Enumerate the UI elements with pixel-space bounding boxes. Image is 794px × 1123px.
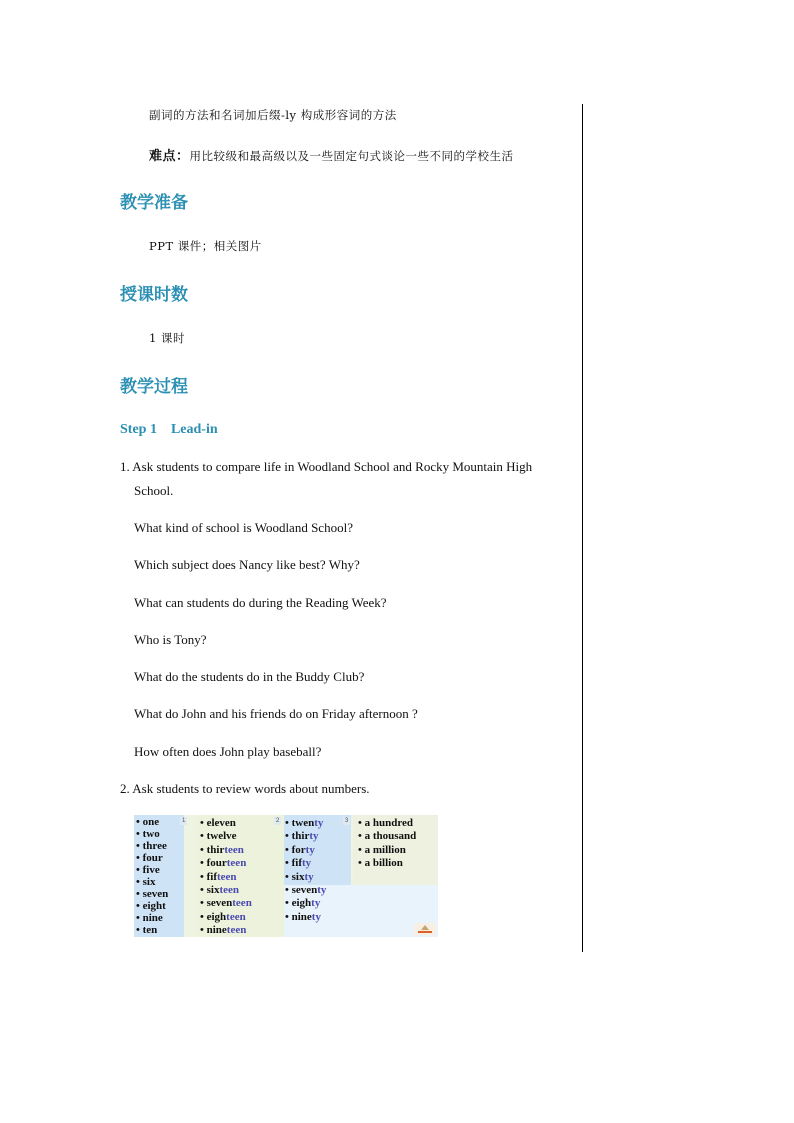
number-words-image — [134, 815, 438, 937]
class-hours-text: 1 课时 — [149, 331, 185, 345]
tens-word — [285, 871, 314, 883]
ones-word: • two — [136, 828, 160, 840]
tens-word — [285, 857, 311, 869]
tens-suffix: ty — [314, 817, 324, 829]
table-border-line — [582, 104, 583, 952]
ones-word: • nine — [136, 912, 163, 924]
tens-stem: • six — [285, 870, 305, 883]
tens-suffix: ty — [309, 830, 319, 843]
teens-suffix: teen — [226, 910, 246, 923]
difficult-text: 用比较级和最高级以及一些固定句式谈论一些不同的学校生活 — [189, 149, 514, 163]
teens-suffix: teen — [226, 857, 247, 870]
teens-suffix: teen — [226, 924, 247, 937]
objective-line: 副词的方法和名词加后缀-ly 构成形容词的方法 — [149, 108, 397, 122]
tens-suffix: ty — [311, 910, 321, 923]
teens-word — [200, 884, 239, 896]
tens-stem: • twen — [285, 817, 315, 829]
badge-1: 1 — [182, 818, 186, 824]
teens-word — [200, 817, 236, 829]
teens-word — [200, 844, 244, 856]
question-6: What do John and his friends do on Friday afternoon ? — [134, 706, 418, 721]
tens-stem: • for — [285, 843, 306, 856]
question-7: How often does John play baseball? — [134, 744, 322, 759]
ones-word: • three — [136, 840, 167, 852]
tens-suffix: ty — [317, 884, 327, 896]
teens-word — [200, 871, 237, 883]
badge-3: 3 — [345, 818, 349, 824]
question-2: Which subject does Nancy like best? Why? — [134, 557, 360, 572]
heading-teaching-process: 教学过程 — [120, 377, 188, 397]
tens-suffix: ty — [301, 857, 312, 870]
difficult-label: 难点： — [149, 149, 190, 164]
teens-stem: • nine — [200, 924, 227, 937]
step1-title: Step 1 Lead-in — [120, 422, 218, 437]
question-5: What do the students do in the Buddy Club? — [134, 669, 365, 684]
tens-word — [285, 897, 320, 909]
tens-word — [285, 911, 321, 923]
question-4: Who is Tony? — [134, 632, 207, 647]
large-word: • a billion — [358, 857, 403, 870]
ones-word: • six — [136, 876, 156, 888]
large-word: • a million — [358, 843, 406, 856]
teens-stem: • six — [200, 884, 220, 896]
teens-suffix: teen — [232, 897, 252, 910]
tens-stem: • eigh — [285, 897, 312, 910]
teens-stem: • twelve — [200, 830, 237, 843]
teens-suffix: teen — [219, 884, 239, 896]
tens-stem: • seven — [285, 884, 318, 896]
publisher-logo-icon — [414, 923, 436, 935]
item2-line: 2. Ask students to review words about numbers. — [120, 781, 370, 796]
teens-suffix: teen — [224, 843, 244, 856]
tens-suffix: ty — [311, 897, 321, 910]
tens-word — [285, 830, 319, 842]
item1-line2: School. — [134, 483, 174, 498]
teens-stem: • seven — [200, 897, 233, 910]
preparation-text: PPT 课件；相关图片 — [149, 239, 262, 253]
ones-word: • one — [136, 816, 160, 828]
badge-2: 2 — [276, 818, 280, 824]
ones-word: • eight — [136, 900, 166, 912]
teens-stem: • four — [200, 857, 227, 870]
teens-stem: • eleven — [200, 817, 236, 829]
tens-word — [285, 844, 315, 856]
tens-word — [285, 884, 326, 896]
ones-word: • ten — [136, 924, 158, 936]
ones-word: • five — [136, 864, 160, 876]
difficult-point-line — [149, 145, 514, 164]
ones-word: • seven — [136, 888, 169, 900]
heading-class-hours: 授课时数 — [120, 285, 188, 305]
teens-word — [200, 897, 252, 909]
teens-stem: • fif — [200, 870, 217, 883]
question-1: What kind of school is Woodland School? — [134, 520, 353, 535]
teens-word — [200, 830, 237, 842]
ones-word: • four — [136, 852, 163, 864]
teens-stem: • thir — [200, 843, 225, 856]
item1-line1: 1. Ask students to compare life in Woodland School and Rocky Mountain High — [120, 459, 533, 474]
teens-word — [200, 924, 246, 936]
tens-stem: • nine — [285, 910, 312, 923]
question-3: What can students do during the Reading Week? — [134, 595, 387, 610]
tens-stem: • fif — [285, 857, 302, 870]
teens-stem: • eigh — [200, 910, 227, 923]
large-word: • a hundred — [358, 817, 414, 829]
large-word: • a thousand — [358, 830, 417, 843]
tens-word — [285, 817, 323, 829]
heading-preparation: 教学准备 — [120, 193, 188, 213]
teens-suffix: teen — [216, 870, 237, 883]
tens-suffix: ty — [304, 870, 314, 883]
tens-stem: • thir — [285, 830, 310, 843]
teens-word — [200, 911, 246, 923]
tens-suffix: ty — [305, 843, 315, 856]
teens-word — [200, 857, 246, 869]
